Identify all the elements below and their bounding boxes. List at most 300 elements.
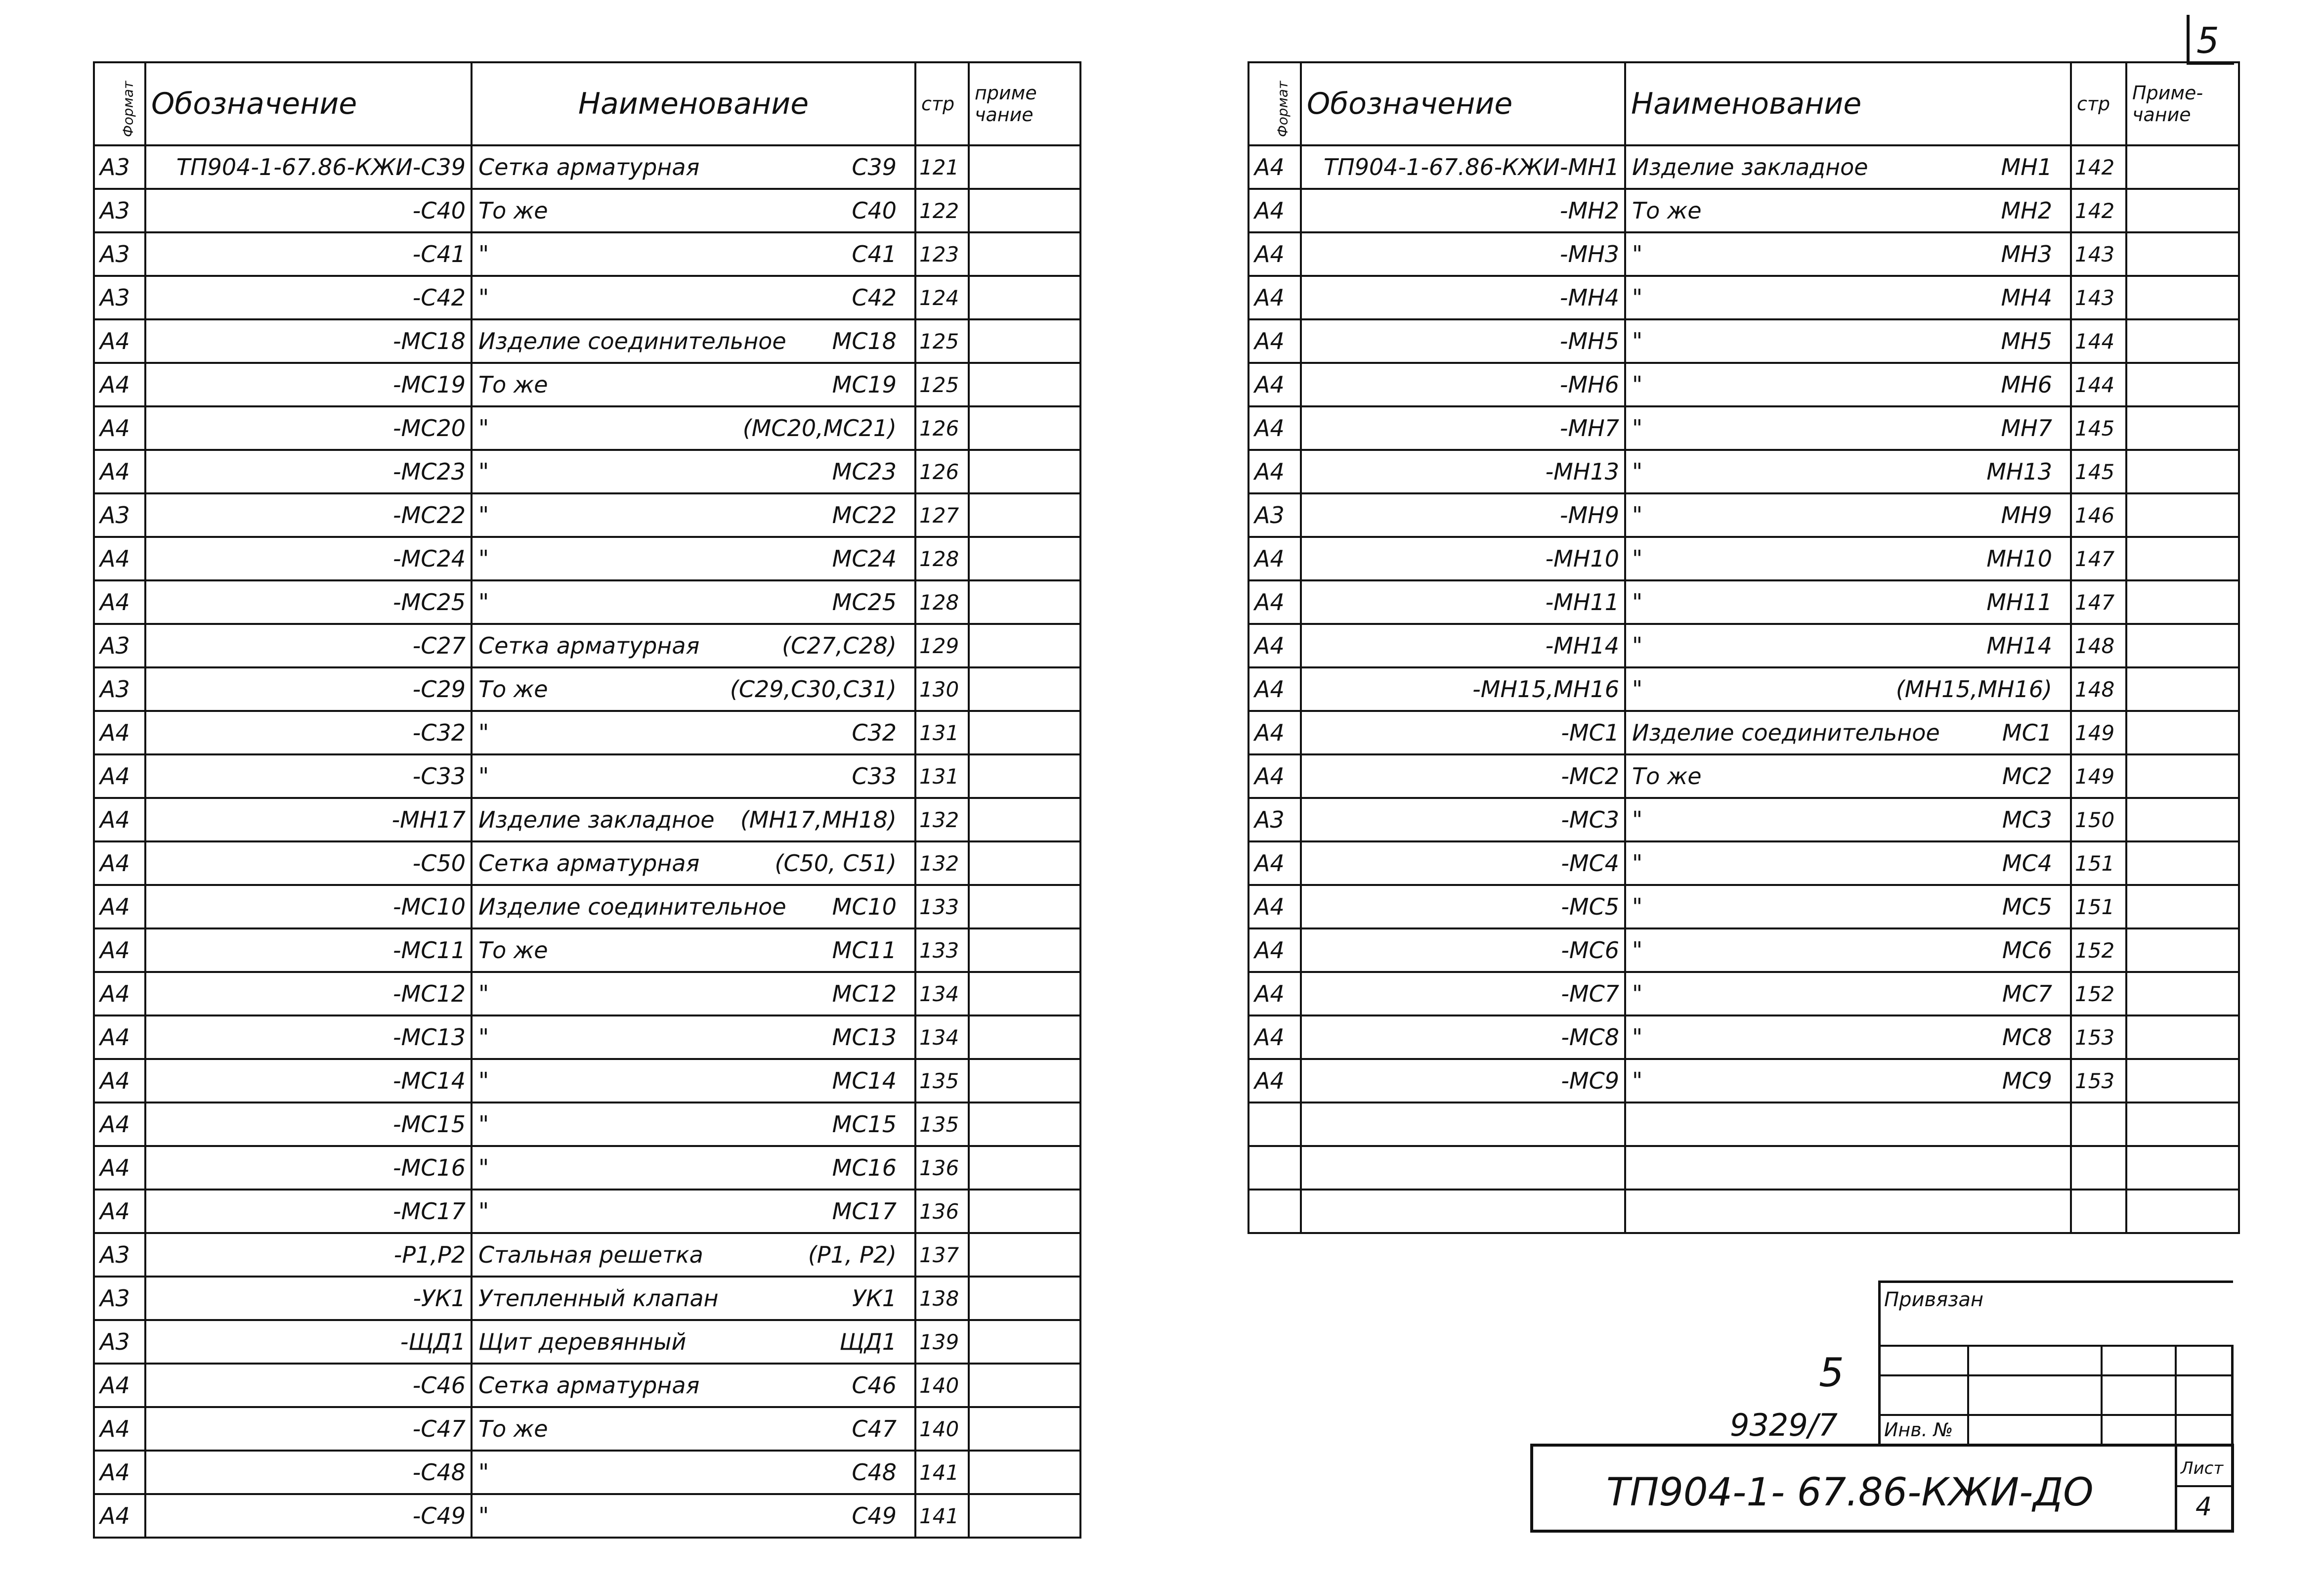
row-designation: -МС10 <box>145 885 472 928</box>
table-row <box>94 319 1080 363</box>
row-mark: (МН17,МН18) <box>740 806 897 833</box>
row-format: А4 <box>94 450 145 493</box>
row-name: " <box>478 241 489 267</box>
row-name-cell <box>1625 189 2071 232</box>
row-page: 149 <box>2071 711 2126 754</box>
row-designation: -С32 <box>145 711 472 754</box>
row-page: 133 <box>915 928 969 972</box>
row-name-cell <box>1625 406 2071 450</box>
row-designation: -МС2 <box>1301 754 1625 798</box>
row-designation: -С48 <box>145 1451 472 1494</box>
row-mark: МС6 <box>2002 937 2052 964</box>
row-format: А4 <box>94 1190 145 1233</box>
stamp-line <box>2231 1444 2234 1533</box>
row-name-cell <box>472 1103 915 1146</box>
row-mark: С33 <box>852 763 897 790</box>
row-format: А4 <box>94 798 145 841</box>
row-note <box>2126 798 2239 841</box>
row-designation: -МС9 <box>1301 1059 1625 1103</box>
row-designation: -УК1 <box>145 1277 472 1320</box>
row-designation: -МН9 <box>1301 493 1625 537</box>
header-page: стр <box>2071 62 2126 145</box>
row-mark: МН13 <box>1986 458 2052 485</box>
row-mark: МН1 <box>2001 154 2052 180</box>
header-note: Приме- чание <box>2126 62 2239 145</box>
row-name-cell <box>1625 450 2071 493</box>
row-name: " <box>478 763 489 790</box>
row-name-cell <box>1625 537 2071 580</box>
row-name-cell <box>1625 754 2071 798</box>
row-note <box>969 406 1080 450</box>
row-name: Изделие закладное <box>478 806 715 833</box>
row-page: 141 <box>915 1451 969 1494</box>
row-format: А4 <box>94 580 145 624</box>
row-page: 148 <box>2071 667 2126 711</box>
row-designation: -С50 <box>145 841 472 885</box>
row-designation: ТП904-1-67.86-КЖИ-МН1 <box>1301 145 1625 189</box>
row-format: А3 <box>94 1277 145 1320</box>
row-mark: С39 <box>852 154 897 180</box>
row-name-cell <box>472 754 915 798</box>
row-name: " <box>1632 632 1643 659</box>
row-name-cell <box>1625 624 2071 667</box>
row-page: 146 <box>2071 493 2126 537</box>
table-row <box>1248 624 2239 667</box>
row-format: А4 <box>94 972 145 1015</box>
row-mark: МС22 <box>832 502 897 529</box>
row-name-cell <box>472 1015 915 1059</box>
row-note <box>969 1059 1080 1103</box>
empty-row <box>1248 1146 2239 1190</box>
table-row <box>94 841 1080 885</box>
table-row <box>1248 885 2239 928</box>
row-format: А3 <box>94 493 145 537</box>
table-row <box>94 711 1080 754</box>
row-mark: С47 <box>852 1415 897 1442</box>
row-name: Утепленный клапан <box>478 1285 719 1312</box>
row-note <box>969 711 1080 754</box>
row-page: 128 <box>915 580 969 624</box>
table-header <box>1248 62 2239 145</box>
row-name: То же <box>478 371 548 398</box>
row-name-cell <box>472 189 915 232</box>
table-row <box>94 232 1080 276</box>
header-name: Наименование <box>472 62 915 145</box>
row-format: А4 <box>1248 319 1301 363</box>
row-format: А4 <box>1248 145 1301 189</box>
row-name-cell <box>472 841 915 885</box>
row-note <box>969 145 1080 189</box>
row-format: А3 <box>94 667 145 711</box>
row-name-cell <box>472 406 915 450</box>
table-row <box>94 1407 1080 1451</box>
table-row <box>1248 841 2239 885</box>
row-format: А4 <box>94 537 145 580</box>
row-name: " <box>478 1024 489 1051</box>
stamp-line <box>2175 1444 2177 1533</box>
table-row <box>94 493 1080 537</box>
row-page: 150 <box>2071 798 2126 841</box>
table-row <box>94 624 1080 667</box>
row-name: Изделие закладное <box>1632 154 1868 180</box>
row-note <box>2126 493 2239 537</box>
row-mark: С32 <box>852 719 897 746</box>
row-designation: -МС5 <box>1301 885 1625 928</box>
row-note <box>969 537 1080 580</box>
row-designation: -МН10 <box>1301 537 1625 580</box>
row-name: Изделие соединительное <box>1632 719 1940 746</box>
row-format: А4 <box>94 1451 145 1494</box>
row-mark: МС13 <box>832 1024 897 1051</box>
row-designation: -МС15 <box>145 1103 472 1146</box>
row-note <box>969 1451 1080 1494</box>
table-row <box>94 1146 1080 1190</box>
row-designation: -С27 <box>145 624 472 667</box>
row-designation: -МН7 <box>1301 406 1625 450</box>
row-name: " <box>478 1154 489 1181</box>
row-designation: -МС11 <box>145 928 472 972</box>
row-name-cell <box>1625 928 2071 972</box>
row-name: Изделие соединительное <box>478 893 786 920</box>
table-row <box>1248 928 2239 972</box>
stamp-line <box>1878 1374 2233 1376</box>
row-note <box>969 1407 1080 1451</box>
row-page: 130 <box>915 667 969 711</box>
row-format: А4 <box>1248 841 1301 885</box>
row-format: А4 <box>94 754 145 798</box>
row-note <box>2126 406 2239 450</box>
row-mark: МН3 <box>2001 241 2052 267</box>
row-name-cell <box>1625 798 2071 841</box>
row-note <box>2126 841 2239 885</box>
row-mark: МН9 <box>2001 502 2052 529</box>
table-row <box>1248 798 2239 841</box>
stamp-line <box>2231 1345 2234 1444</box>
row-note <box>2126 363 2239 406</box>
row-page: 137 <box>915 1233 969 1277</box>
row-name: " <box>1632 241 1643 267</box>
table-row <box>94 276 1080 319</box>
row-note <box>969 580 1080 624</box>
row-mark: МН6 <box>2001 371 2052 398</box>
table-row <box>1248 493 2239 537</box>
row-page: 135 <box>915 1059 969 1103</box>
row-name-cell <box>472 232 915 276</box>
row-name: То же <box>478 676 548 703</box>
row-format: А4 <box>1248 1015 1301 1059</box>
row-note <box>2126 319 2239 363</box>
row-name: То же <box>478 937 548 964</box>
row-designation: -МС17 <box>145 1190 472 1233</box>
table-row <box>94 1277 1080 1320</box>
row-designation: -МН13 <box>1301 450 1625 493</box>
row-name: Сетка арматурная <box>478 1372 700 1399</box>
row-mark: МС15 <box>832 1111 897 1138</box>
row-name-cell <box>1625 363 2071 406</box>
row-name-cell <box>472 145 915 189</box>
row-designation: -МН3 <box>1301 232 1625 276</box>
row-name: " <box>478 1111 489 1138</box>
row-mark: МС11 <box>832 937 897 964</box>
row-mark: МС4 <box>2002 850 2052 877</box>
row-format: А3 <box>94 276 145 319</box>
row-designation: -Р1,Р2 <box>145 1233 472 1277</box>
row-note <box>969 1277 1080 1320</box>
row-mark: МС18 <box>832 328 897 354</box>
row-format: А4 <box>94 1103 145 1146</box>
row-note <box>2126 189 2239 232</box>
row-note <box>969 754 1080 798</box>
row-page: 138 <box>915 1277 969 1320</box>
row-format: А4 <box>94 319 145 363</box>
row-name: " <box>1632 676 1643 703</box>
row-note <box>969 1103 1080 1146</box>
table-row <box>94 798 1080 841</box>
row-page: 143 <box>2071 232 2126 276</box>
row-page: 153 <box>2071 1015 2126 1059</box>
row-name-cell <box>472 493 915 537</box>
row-page: 121 <box>915 145 969 189</box>
row-designation: -МС23 <box>145 450 472 493</box>
row-mark: МС24 <box>832 545 897 572</box>
table-row <box>94 1233 1080 1277</box>
row-designation: -МН2 <box>1301 189 1625 232</box>
row-name-cell <box>1625 276 2071 319</box>
row-format: А4 <box>1248 189 1301 232</box>
row-designation: -МС8 <box>1301 1015 1625 1059</box>
row-note <box>2126 972 2239 1015</box>
row-page: 149 <box>2071 754 2126 798</box>
row-designation: -МН15,МН16 <box>1301 667 1625 711</box>
row-mark: МС16 <box>832 1154 897 1181</box>
row-page: 151 <box>2071 885 2126 928</box>
row-name-cell <box>1625 972 2071 1015</box>
row-page: 134 <box>915 1015 969 1059</box>
table-row <box>94 1015 1080 1059</box>
row-mark: МН2 <box>2001 197 2052 224</box>
row-page: 144 <box>2071 363 2126 406</box>
row-name-cell <box>472 711 915 754</box>
row-format: А4 <box>1248 885 1301 928</box>
row-name: То же <box>1632 763 1702 790</box>
header-format: Формат <box>94 62 145 145</box>
right-spec-table <box>1248 61 2240 1234</box>
row-name: " <box>478 980 489 1007</box>
row-designation: -МН14 <box>1301 624 1625 667</box>
row-name-cell <box>472 1233 915 1277</box>
row-format: А4 <box>94 711 145 754</box>
row-designation: -С49 <box>145 1494 472 1538</box>
row-mark: МН11 <box>1986 589 2052 616</box>
row-page: 125 <box>915 319 969 363</box>
row-page: 147 <box>2071 580 2126 624</box>
row-mark: ЩД1 <box>839 1328 897 1355</box>
table-row <box>94 537 1080 580</box>
row-name-cell <box>1625 493 2071 537</box>
table-row <box>1248 754 2239 798</box>
privyazan-label: Привязан <box>1884 1288 1984 1311</box>
row-format: А4 <box>1248 232 1301 276</box>
table-row <box>94 972 1080 1015</box>
row-name-cell <box>472 1059 915 1103</box>
row-note <box>969 1146 1080 1190</box>
row-format: А4 <box>1248 754 1301 798</box>
row-note <box>969 667 1080 711</box>
row-name: Сетка арматурная <box>478 850 700 877</box>
row-name-cell <box>472 798 915 841</box>
row-name-cell <box>1625 1015 2071 1059</box>
table-row <box>1248 711 2239 754</box>
row-name-cell <box>472 972 915 1015</box>
table-row <box>1248 406 2239 450</box>
stamp-line <box>2101 1345 2103 1444</box>
header-name: Наименование <box>1625 62 2071 145</box>
row-mark: С46 <box>852 1372 897 1399</box>
stamp-line <box>1530 1530 2234 1533</box>
row-name-cell <box>472 1146 915 1190</box>
row-mark: МС19 <box>832 371 897 398</box>
row-name-cell <box>472 363 915 406</box>
row-mark: МС5 <box>2002 893 2052 920</box>
table-row <box>94 363 1080 406</box>
row-designation: -С46 <box>145 1364 472 1407</box>
empty-row <box>1248 1190 2239 1233</box>
table-row <box>1248 450 2239 493</box>
row-name-cell <box>1625 1059 2071 1103</box>
row-designation: -МС13 <box>145 1015 472 1059</box>
row-note <box>2126 754 2239 798</box>
sheet-label: Лист <box>2181 1458 2224 1478</box>
row-format: А4 <box>1248 972 1301 1015</box>
row-mark: С41 <box>852 241 897 267</box>
row-page: 153 <box>2071 1059 2126 1103</box>
stamp-line <box>2175 1345 2177 1444</box>
row-designation: -С33 <box>145 754 472 798</box>
row-designation: -С41 <box>145 232 472 276</box>
row-mark: (С50, С51) <box>775 850 897 877</box>
row-designation: -МС6 <box>1301 928 1625 972</box>
row-note <box>2126 450 2239 493</box>
row-name: " <box>1632 589 1643 616</box>
row-mark: (Р1, Р2) <box>808 1241 897 1268</box>
row-designation: -МС1 <box>1301 711 1625 754</box>
row-page: 144 <box>2071 319 2126 363</box>
row-note <box>2126 145 2239 189</box>
row-page: 151 <box>2071 841 2126 885</box>
row-mark: С48 <box>852 1459 897 1486</box>
row-format: А4 <box>1248 406 1301 450</box>
left-spec-table <box>93 61 1081 1539</box>
row-mark: С40 <box>852 197 897 224</box>
row-mark: (С27,С28) <box>782 632 897 659</box>
row-name-cell <box>1625 841 2071 885</box>
row-format: А4 <box>94 1494 145 1538</box>
row-mark: МС3 <box>2002 806 2052 833</box>
row-page: 129 <box>915 624 969 667</box>
row-format: А4 <box>94 841 145 885</box>
row-page: 142 <box>2071 145 2126 189</box>
row-format: А4 <box>1248 450 1301 493</box>
table-row <box>1248 319 2239 363</box>
row-mark: МС17 <box>832 1198 897 1225</box>
row-mark: (С29,С30,С31) <box>730 676 897 703</box>
table-row <box>94 667 1080 711</box>
row-designation: -МН6 <box>1301 363 1625 406</box>
row-page: 122 <box>915 189 969 232</box>
row-name: " <box>1632 1024 1643 1051</box>
row-name: " <box>1632 284 1643 311</box>
row-page: 132 <box>915 798 969 841</box>
table-row <box>1248 667 2239 711</box>
row-designation: -ЩД1 <box>145 1320 472 1364</box>
row-name-cell <box>1625 711 2071 754</box>
row-mark: С49 <box>852 1502 897 1529</box>
row-page: 126 <box>915 450 969 493</box>
row-designation: -МС7 <box>1301 972 1625 1015</box>
row-mark: МС23 <box>832 458 897 485</box>
row-page: 140 <box>915 1364 969 1407</box>
row-mark: С42 <box>852 284 897 311</box>
table-row <box>1248 580 2239 624</box>
row-note <box>969 972 1080 1015</box>
stamp-line <box>1878 1280 1881 1444</box>
row-page: 152 <box>2071 972 2126 1015</box>
row-name-cell <box>1625 145 2071 189</box>
row-name: " <box>1632 371 1643 398</box>
row-note <box>2126 232 2239 276</box>
table-row <box>1248 972 2239 1015</box>
row-mark: МН10 <box>1986 545 2052 572</box>
row-note <box>969 276 1080 319</box>
row-name: Сетка арматурная <box>478 632 700 659</box>
row-name: " <box>1632 980 1643 1007</box>
row-note <box>969 798 1080 841</box>
row-name: Сетка арматурная <box>478 154 700 180</box>
row-designation: -МН5 <box>1301 319 1625 363</box>
row-format: А3 <box>94 145 145 189</box>
row-designation: -МС14 <box>145 1059 472 1103</box>
table-row <box>94 928 1080 972</box>
row-format: А4 <box>94 1015 145 1059</box>
row-format: А4 <box>94 1146 145 1190</box>
row-note <box>969 319 1080 363</box>
document-number: 9329/7 <box>1730 1407 1838 1443</box>
table-row <box>94 580 1080 624</box>
row-name: " <box>478 284 489 311</box>
row-page: 140 <box>915 1407 969 1451</box>
row-name: То же <box>478 1415 548 1442</box>
header-format: Формат <box>1248 62 1301 145</box>
row-format: А4 <box>94 406 145 450</box>
row-page: 145 <box>2071 406 2126 450</box>
row-name-cell <box>472 928 915 972</box>
stamp-line <box>1967 1345 1969 1444</box>
row-mark: МН7 <box>2001 415 2052 441</box>
table-row <box>1248 537 2239 580</box>
row-name-cell <box>472 1407 915 1451</box>
row-format: А3 <box>94 189 145 232</box>
row-name: Щит деревянный <box>478 1328 687 1355</box>
row-note <box>969 1190 1080 1233</box>
row-note <box>969 450 1080 493</box>
row-mark: МС1 <box>2002 719 2052 746</box>
row-name-cell <box>472 1451 915 1494</box>
row-name: " <box>478 1198 489 1225</box>
row-note <box>2126 624 2239 667</box>
stamp-line <box>1878 1414 2233 1416</box>
row-mark: УК1 <box>852 1285 897 1312</box>
sheet-value: 4 <box>2195 1492 2212 1522</box>
